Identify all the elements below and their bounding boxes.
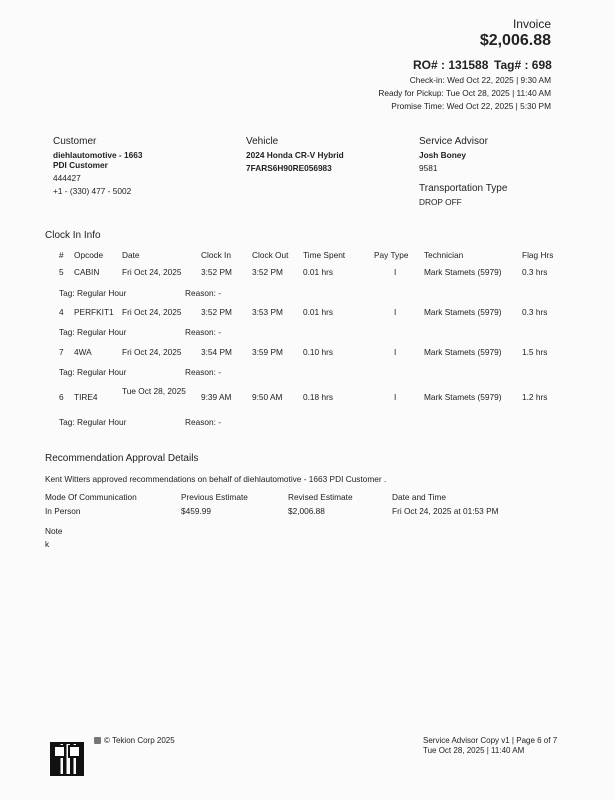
row-clock-out: 3:59 PM: [252, 347, 283, 357]
recommendation-title: Recommendation Approval Details: [45, 453, 199, 464]
row-date: Fri Oct 24, 2025: [122, 347, 182, 357]
col-technician: Technician: [424, 250, 464, 260]
row-num: 4: [59, 307, 64, 317]
col-revised-estimate: Revised Estimate: [288, 492, 353, 502]
row-technician: Mark Stamets (5979): [424, 307, 502, 317]
invoice-total: $2,006.88: [479, 32, 551, 49]
customer-name-line2: PDI Customer: [53, 160, 108, 170]
advisor-title: Service Advisor: [419, 136, 488, 147]
row-clock-in: 3:52 PM: [201, 307, 232, 317]
row-pay-type: I: [394, 307, 397, 317]
row-clock-out: 3:52 PM: [252, 267, 283, 277]
advisor-id: 9581: [419, 163, 438, 173]
row-num: 5: [59, 267, 64, 277]
transport-value: DROP OFF: [419, 197, 462, 207]
row-flag-hrs: 0.3 hrs: [522, 307, 548, 317]
row-opcode: TIRE4: [74, 392, 98, 402]
row-flag-hrs: 1.5 hrs: [522, 347, 548, 357]
col-date: Date: [122, 250, 140, 260]
col-date-time: Date and Time: [392, 492, 446, 502]
row-tag: Tag: Regular Hour: [59, 417, 127, 427]
advisor-name: Josh Boney: [419, 150, 467, 160]
tag-number: Tag# : 698: [494, 58, 552, 72]
row-opcode: 4WA: [74, 347, 92, 357]
row-clock-in: 3:54 PM: [201, 347, 232, 357]
promise-time: Promise Time: Wed Oct 22, 2025 | 5:30 PM: [391, 101, 551, 111]
col-previous-estimate: Previous Estimate: [181, 492, 248, 502]
row-time-spent: 0.18 hrs: [303, 392, 333, 402]
row-date: Tue Oct 28, 2025: [122, 386, 186, 396]
clock-in-title: Clock In Info: [45, 230, 101, 241]
row-technician: Mark Stamets (5979): [424, 267, 502, 277]
ready-for-pickup: Ready for Pickup: Tue Oct 28, 2025 | 11:40 AM: [378, 88, 551, 98]
vehicle-model: 2024 Honda CR-V Hybrid: [246, 150, 344, 160]
tekion-logo-icon: [94, 737, 101, 744]
vehicle-title: Vehicle: [246, 136, 279, 147]
row-num: 6: [59, 392, 64, 402]
col-time-spent: Time Spent: [303, 250, 346, 260]
row-pay-type: I: [394, 347, 397, 357]
row-date: Fri Oct 24, 2025: [122, 307, 182, 317]
ro-number: RO# : 131588: [413, 58, 489, 72]
note-label: Note: [45, 526, 63, 536]
row-num: 7: [59, 347, 64, 357]
col-clock-in: Clock In: [201, 250, 231, 260]
invoice-title: Invoice: [512, 17, 551, 31]
row-tag: Tag: Regular Hour: [59, 327, 127, 337]
row-reason: Reason: -: [185, 327, 221, 337]
row-reason: Reason: -: [185, 367, 221, 377]
customer-phone: +1 - (330) 477 - 5002: [53, 186, 132, 196]
row-flag-hrs: 0.3 hrs: [522, 267, 548, 277]
customer-title: Customer: [53, 136, 97, 147]
checkin-time: Check-in: Wed Oct 22, 2025 | 9:30 AM: [409, 75, 551, 85]
row-clock-in: 9:39 AM: [201, 392, 232, 402]
row-pay-type: I: [394, 267, 397, 277]
col-num: #: [59, 250, 64, 260]
row-time-spent: 0.01 hrs: [303, 267, 333, 277]
note-value: k: [45, 539, 50, 549]
col-flag-hrs: Flag Hrs: [522, 250, 554, 260]
customer-name: diehlautomotive - 1663: [53, 150, 143, 160]
row-tag: Tag: Regular Hour: [59, 367, 127, 377]
row-opcode: CABIN: [74, 267, 100, 277]
row-technician: Mark Stamets (5979): [424, 392, 502, 402]
mode-value: In Person: [45, 506, 81, 516]
row-pay-type: I: [394, 392, 397, 402]
transport-title: Transportation Type: [419, 183, 508, 194]
revised-estimate-value: $2,006.88: [288, 506, 325, 516]
copyright-text: © Tekion Corp 2025: [104, 736, 175, 745]
copy-info: Service Advisor Copy v1 | Page 6 of 7: [423, 736, 558, 745]
row-technician: Mark Stamets (5979): [424, 347, 502, 357]
approval-text: Kent Witters approved recommendations on behalf of diehlautomotive - 1663 PDI Customer .: [45, 474, 387, 484]
row-reason: Reason: -: [185, 288, 221, 298]
col-opcode: Opcode: [74, 250, 104, 260]
vehicle-vin: 7FARS6H90RE056983: [246, 163, 332, 173]
row-time-spent: 0.10 hrs: [303, 347, 333, 357]
row-reason: Reason: -: [185, 417, 221, 427]
row-flag-hrs: 1.2 hrs: [522, 392, 548, 402]
row-date: Fri Oct 24, 2025: [122, 267, 182, 277]
row-clock-out: 9:50 AM: [252, 392, 283, 402]
customer-id: 444427: [53, 173, 81, 183]
row-opcode: PERFKIT1: [74, 307, 114, 317]
col-mode: Mode Of Communication: [45, 492, 137, 502]
row-time-spent: 0.01 hrs: [303, 307, 333, 317]
col-clock-out: Clock Out: [252, 250, 289, 260]
col-pay-type: Pay Type: [374, 250, 409, 260]
row-clock-out: 3:53 PM: [252, 307, 283, 317]
printed-time: Tue Oct 28, 2025 | 11:40 AM: [423, 746, 525, 755]
row-tag: Tag: Regular Hour: [59, 288, 127, 298]
qr-code: [50, 742, 84, 776]
previous-estimate-value: $459.99: [181, 506, 211, 516]
date-time-value: Fri Oct 24, 2025 at 01:53 PM: [392, 506, 499, 516]
row-clock-in: 3:52 PM: [201, 267, 232, 277]
